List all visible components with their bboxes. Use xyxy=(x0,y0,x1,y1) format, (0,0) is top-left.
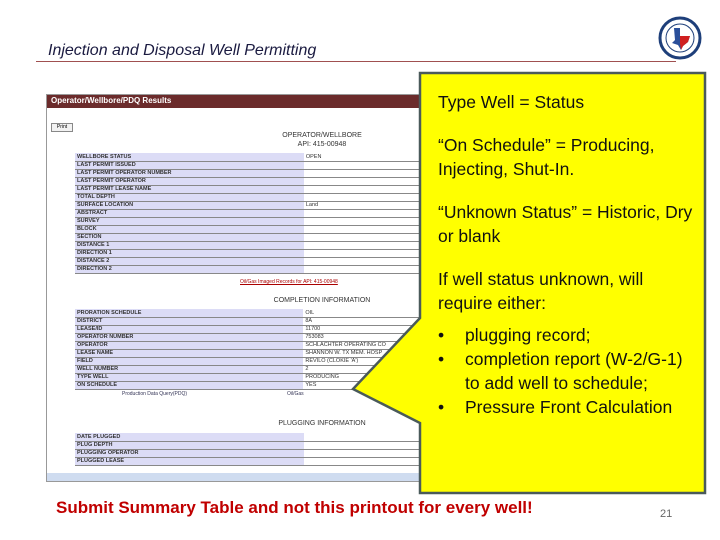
callout-line2: “On Schedule” = Producing, Injecting, Shut-In. xyxy=(438,135,655,179)
callout-line1: Type Well = Status xyxy=(438,92,585,112)
callout-line4: If well status unknown, will require either: xyxy=(438,269,644,313)
row-label: DIRECTION 2 xyxy=(75,265,304,273)
list-item: • plugging record; xyxy=(438,323,698,347)
row-value: 2 xyxy=(303,365,423,373)
row-label: SURFACE LOCATION xyxy=(75,201,304,209)
row-value: OPEN xyxy=(304,153,423,161)
list-item: • Pressure Front Calculation xyxy=(438,395,698,419)
row-value: Land xyxy=(304,201,423,209)
callout-line3: “Unknown Status” = Historic, Dry or blank xyxy=(438,202,693,246)
wellbore-title: OPERATOR/WELLBORE xyxy=(282,132,362,139)
row-label: BLOCK xyxy=(75,225,304,233)
row-label: DIRECTION 1 xyxy=(75,249,304,257)
footer-note: Submit Summary Table and not this printout for every well! xyxy=(56,498,533,517)
callout-text xyxy=(438,90,698,419)
row-label: LAST PERMIT LEASE NAME xyxy=(75,185,304,193)
row-label: DISTRICT xyxy=(75,317,303,325)
row-label: LAST PERMIT OPERATOR NUMBER xyxy=(75,169,304,177)
row-value: YES xyxy=(303,381,423,389)
row-label: PLUGGING OPERATOR xyxy=(75,449,304,457)
row-label: WELL NUMBER xyxy=(75,365,303,373)
row-label: PLUG DEPTH xyxy=(75,441,304,449)
slide-title: Injection and Disposal Well Permitting xyxy=(48,42,317,59)
row-label: OPERATOR NUMBER xyxy=(75,333,303,341)
row-label: TOTAL DEPTH xyxy=(75,193,304,201)
pdq-link[interactable]: Production Data Query(PDQ) xyxy=(122,391,188,397)
row-label: SECTION xyxy=(75,233,304,241)
requirements-list xyxy=(438,323,698,419)
row-value: PRODUCING xyxy=(303,373,423,381)
row-label: ON SCHEDULE xyxy=(75,381,303,389)
row-value: REVILO (CLOKIE 'A') xyxy=(303,357,423,365)
row-value: OIL xyxy=(303,309,423,317)
row-value: SHANNON W. TX MEM. HOSP xyxy=(303,349,423,357)
row-label: DATE PLUGGED xyxy=(75,433,304,441)
row-value: 753083 xyxy=(303,333,423,341)
row-label: LEASE NAME xyxy=(75,349,303,357)
row-label: LAST PERMIT ISSUED xyxy=(75,161,304,169)
completion-title: COMPLETION INFORMATION xyxy=(273,297,371,304)
print-button[interactable]: Print xyxy=(51,123,73,132)
row-label: LAST PERMIT OPERATOR xyxy=(75,177,304,185)
results-header: Operator/Wellbore/PDQ Results xyxy=(47,95,423,108)
row-label: PLUGGED LEASE xyxy=(75,457,304,465)
row-value: 8A xyxy=(303,317,423,325)
row-value: SCHLACHTER OPERATING CO xyxy=(303,341,423,349)
row-label: DISTANCE 1 xyxy=(75,241,304,249)
imaged-records-link[interactable]: Oil/Gas Imaged Records for API: 415-00948 xyxy=(240,279,338,285)
oilgas-link[interactable]: Oil/Gas xyxy=(287,391,304,397)
api-label: API: 415-00948 xyxy=(297,141,347,148)
row-label: ABSTRACT xyxy=(75,209,304,217)
page-number: 21 xyxy=(660,508,673,520)
row-label: WELLBORE STATUS xyxy=(75,153,304,161)
list-item: • completion report (W-2/G-1) to add well to schedule; xyxy=(438,347,698,395)
row-value: 11700 xyxy=(303,325,423,333)
row-label: OPERATOR xyxy=(75,341,303,349)
row-label: FIELD xyxy=(75,357,303,365)
plugging-title: PLUGGING INFORMATION xyxy=(278,420,366,427)
row-label: TYPE WELL xyxy=(75,373,303,381)
row-label: PRORATION SCHEDULE xyxy=(75,309,303,317)
row-label: DISTANCE 2 xyxy=(75,257,304,265)
row-label: SURVEY xyxy=(75,217,304,225)
row-label: LEASE/ID xyxy=(75,325,303,333)
